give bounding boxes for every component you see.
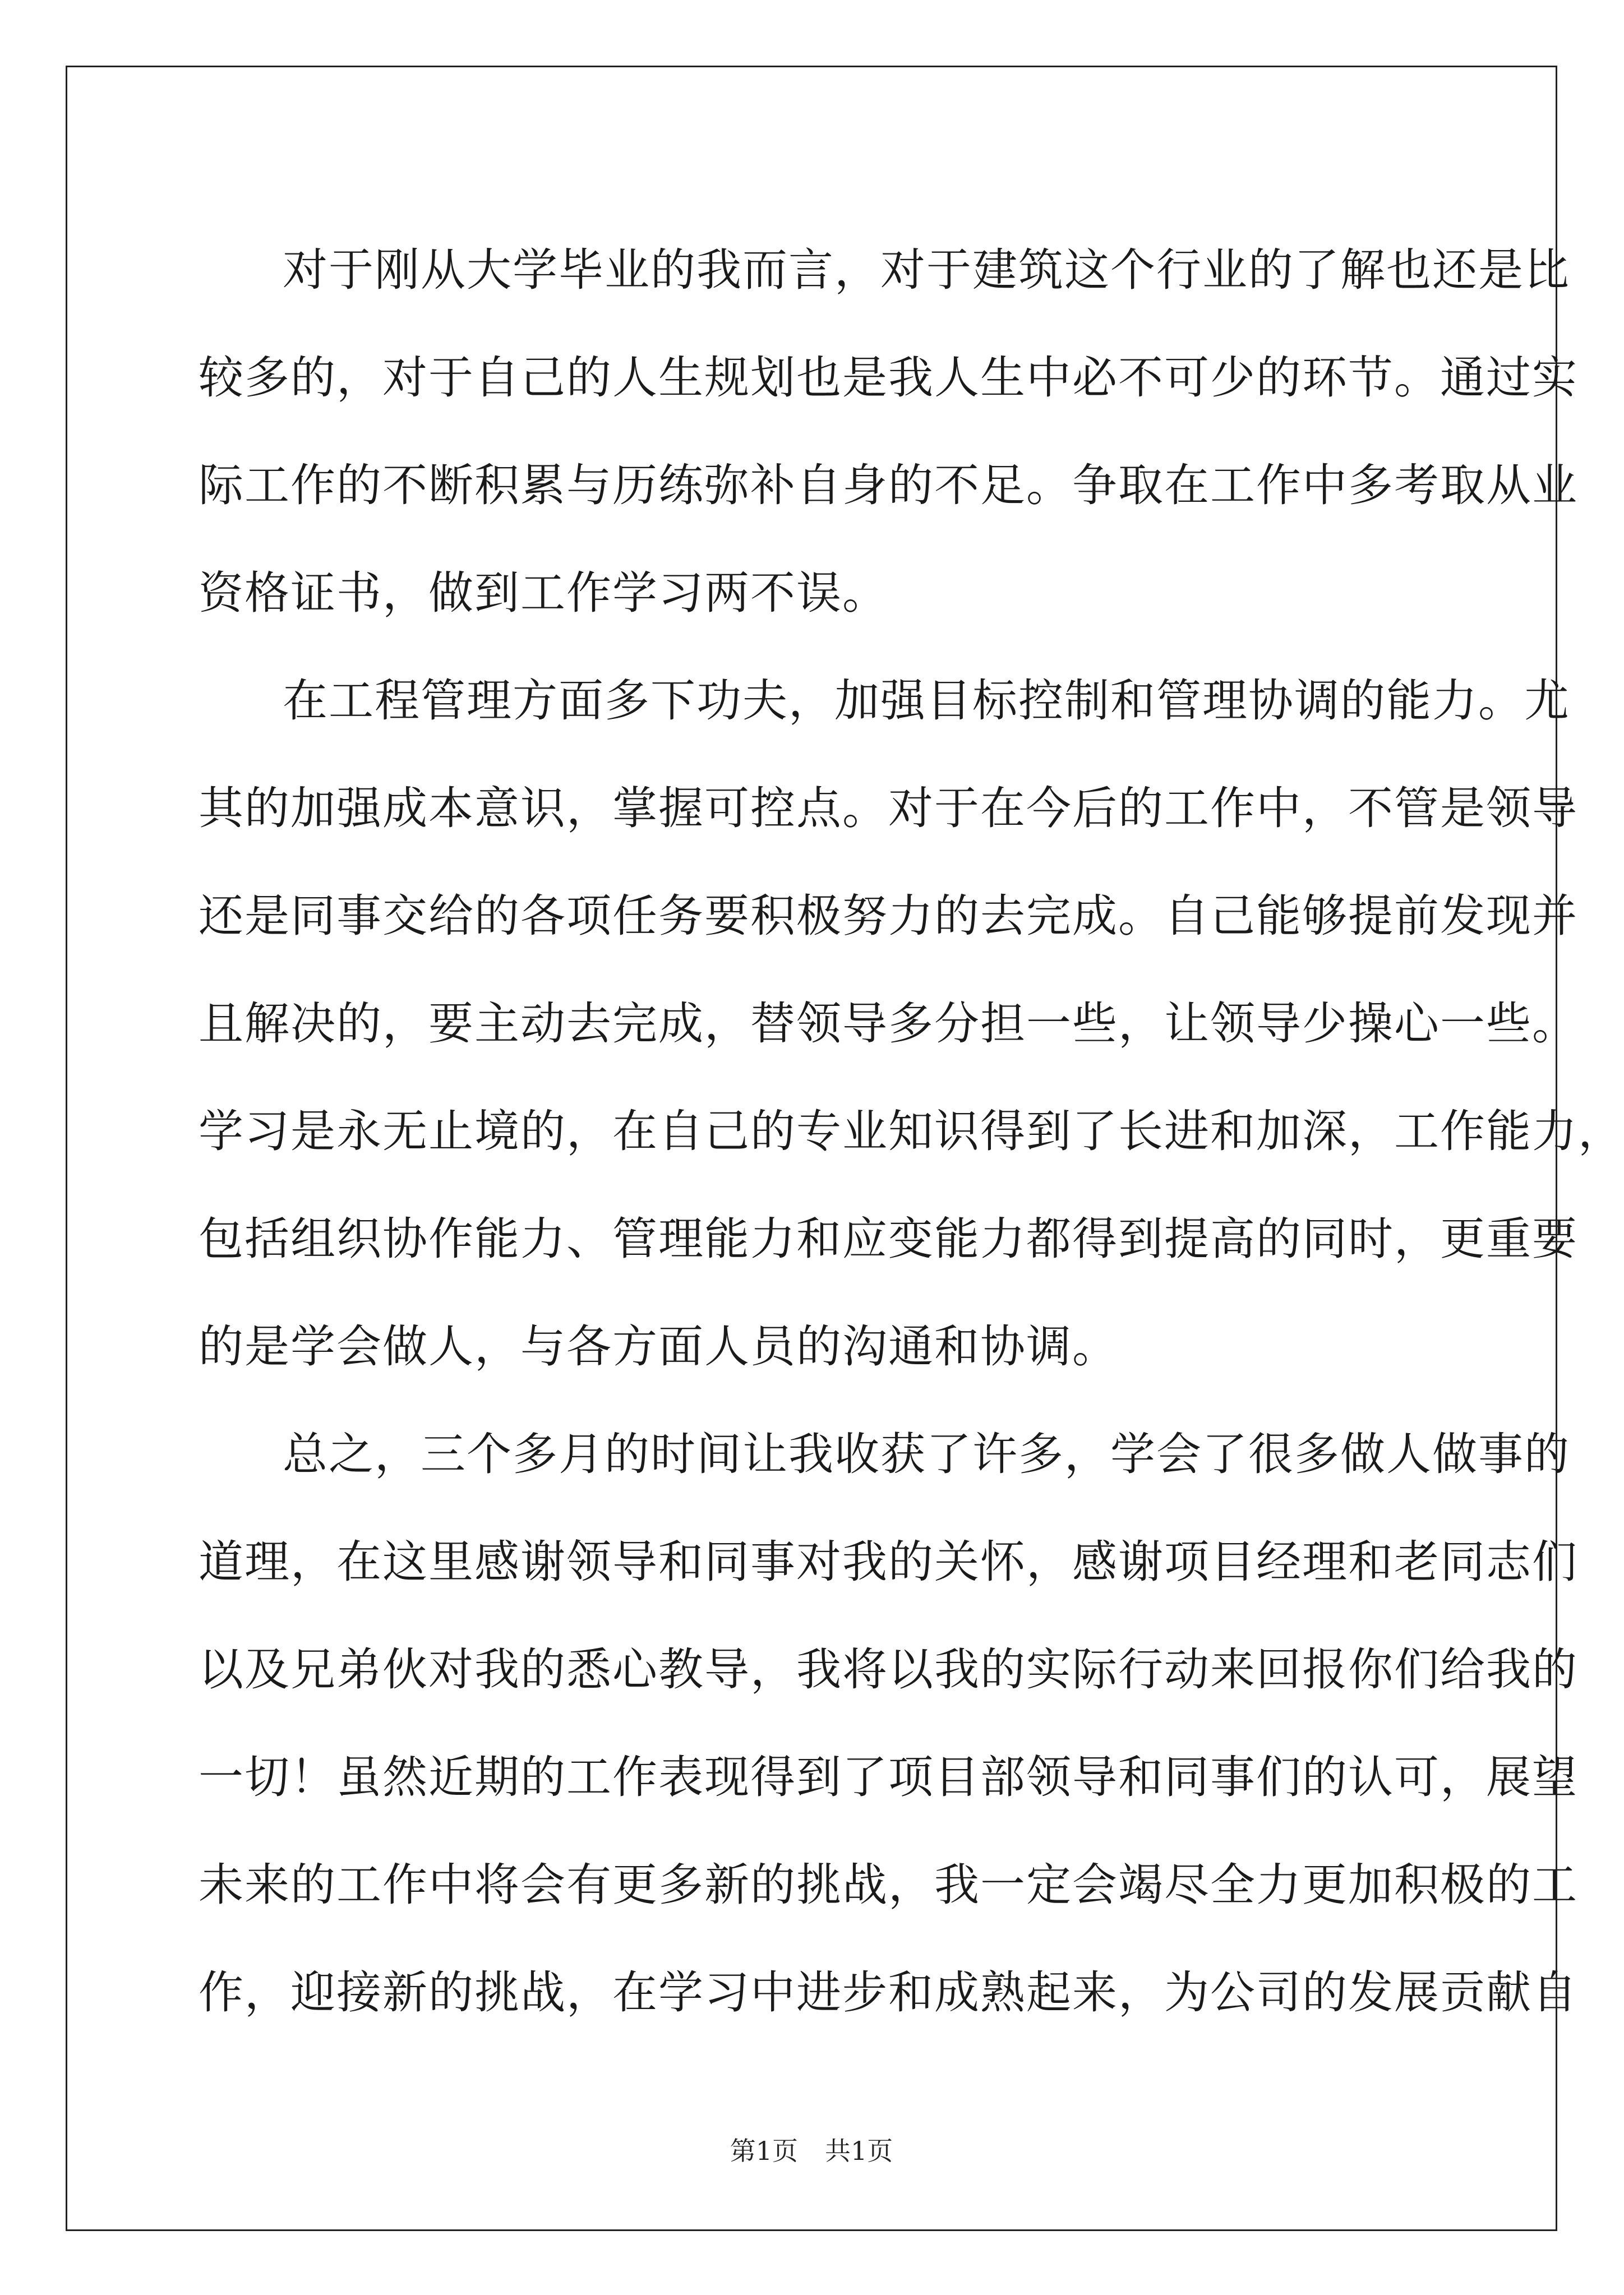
text-line: 学习是永无止境的，在自己的专业知识得到了长进和加深，工作能力， (199, 1105, 1624, 1157)
text-line: 以及兄弟伙对我的悉心教导，我将以我的实际行动来回报你们给我的 (199, 1643, 1578, 1696)
text-line: 的是学会做人，与各方面人员的沟通和协调。 (199, 1320, 1118, 1373)
text-line: 还是同事交给的各项任务要积极努力的去完成。自己能够提前发现并 (199, 890, 1578, 942)
text-line: 较多的，对于自己的人生规划也是我人生中必不可少的环节。通过实 (199, 352, 1578, 404)
text-line: 对于刚从大学毕业的我而言，对于建筑这个行业的了解也还是比 (283, 244, 1570, 296)
text-line: 包括组织协作能力、管理能力和应变能力都得到提高的同时，更重要 (199, 1213, 1578, 1265)
text-line: 且解决的，要主动去完成，替领导多分担一些，让领导少操心一些。 (199, 998, 1578, 1050)
page-footer (0, 2131, 1623, 2168)
text-line: 一切！虽然近期的工作表现得到了项目部领导和同事们的认可，展望 (199, 1751, 1578, 1803)
text-line: 道理，在这里感谢领导和同事对我的关怀，感谢项目经理和老同志们 (199, 1536, 1578, 1588)
text-line: 其的加强成本意识，掌握可控点。对于在今后的工作中，不管是领导 (199, 782, 1578, 834)
text-line: 作，迎接新的挑战，在学习中进步和成熟起来，为公司的发展贡献自 (199, 1966, 1578, 2019)
text-line: 总之，三个多月的时间让我收获了许多，学会了很多做人做事的 (283, 1428, 1570, 1480)
text-line: 未来的工作中将会有更多新的挑战，我一定会竭尽全力更加积极的工 (199, 1859, 1578, 1911)
text-line: 在工程管理方面多下功夫，加强目标控制和管理协调的能力。尤 (283, 675, 1570, 727)
page-total: 共1页 (825, 2136, 893, 2166)
document-body (199, 216, 1624, 2047)
text-line: 资格证书，做到工作学习两不误。 (199, 567, 888, 619)
page-number: 第1页 (730, 2136, 798, 2166)
text-line: 际工作的不断积累与历练弥补自身的不足。争取在工作中多考取从业 (199, 459, 1578, 511)
